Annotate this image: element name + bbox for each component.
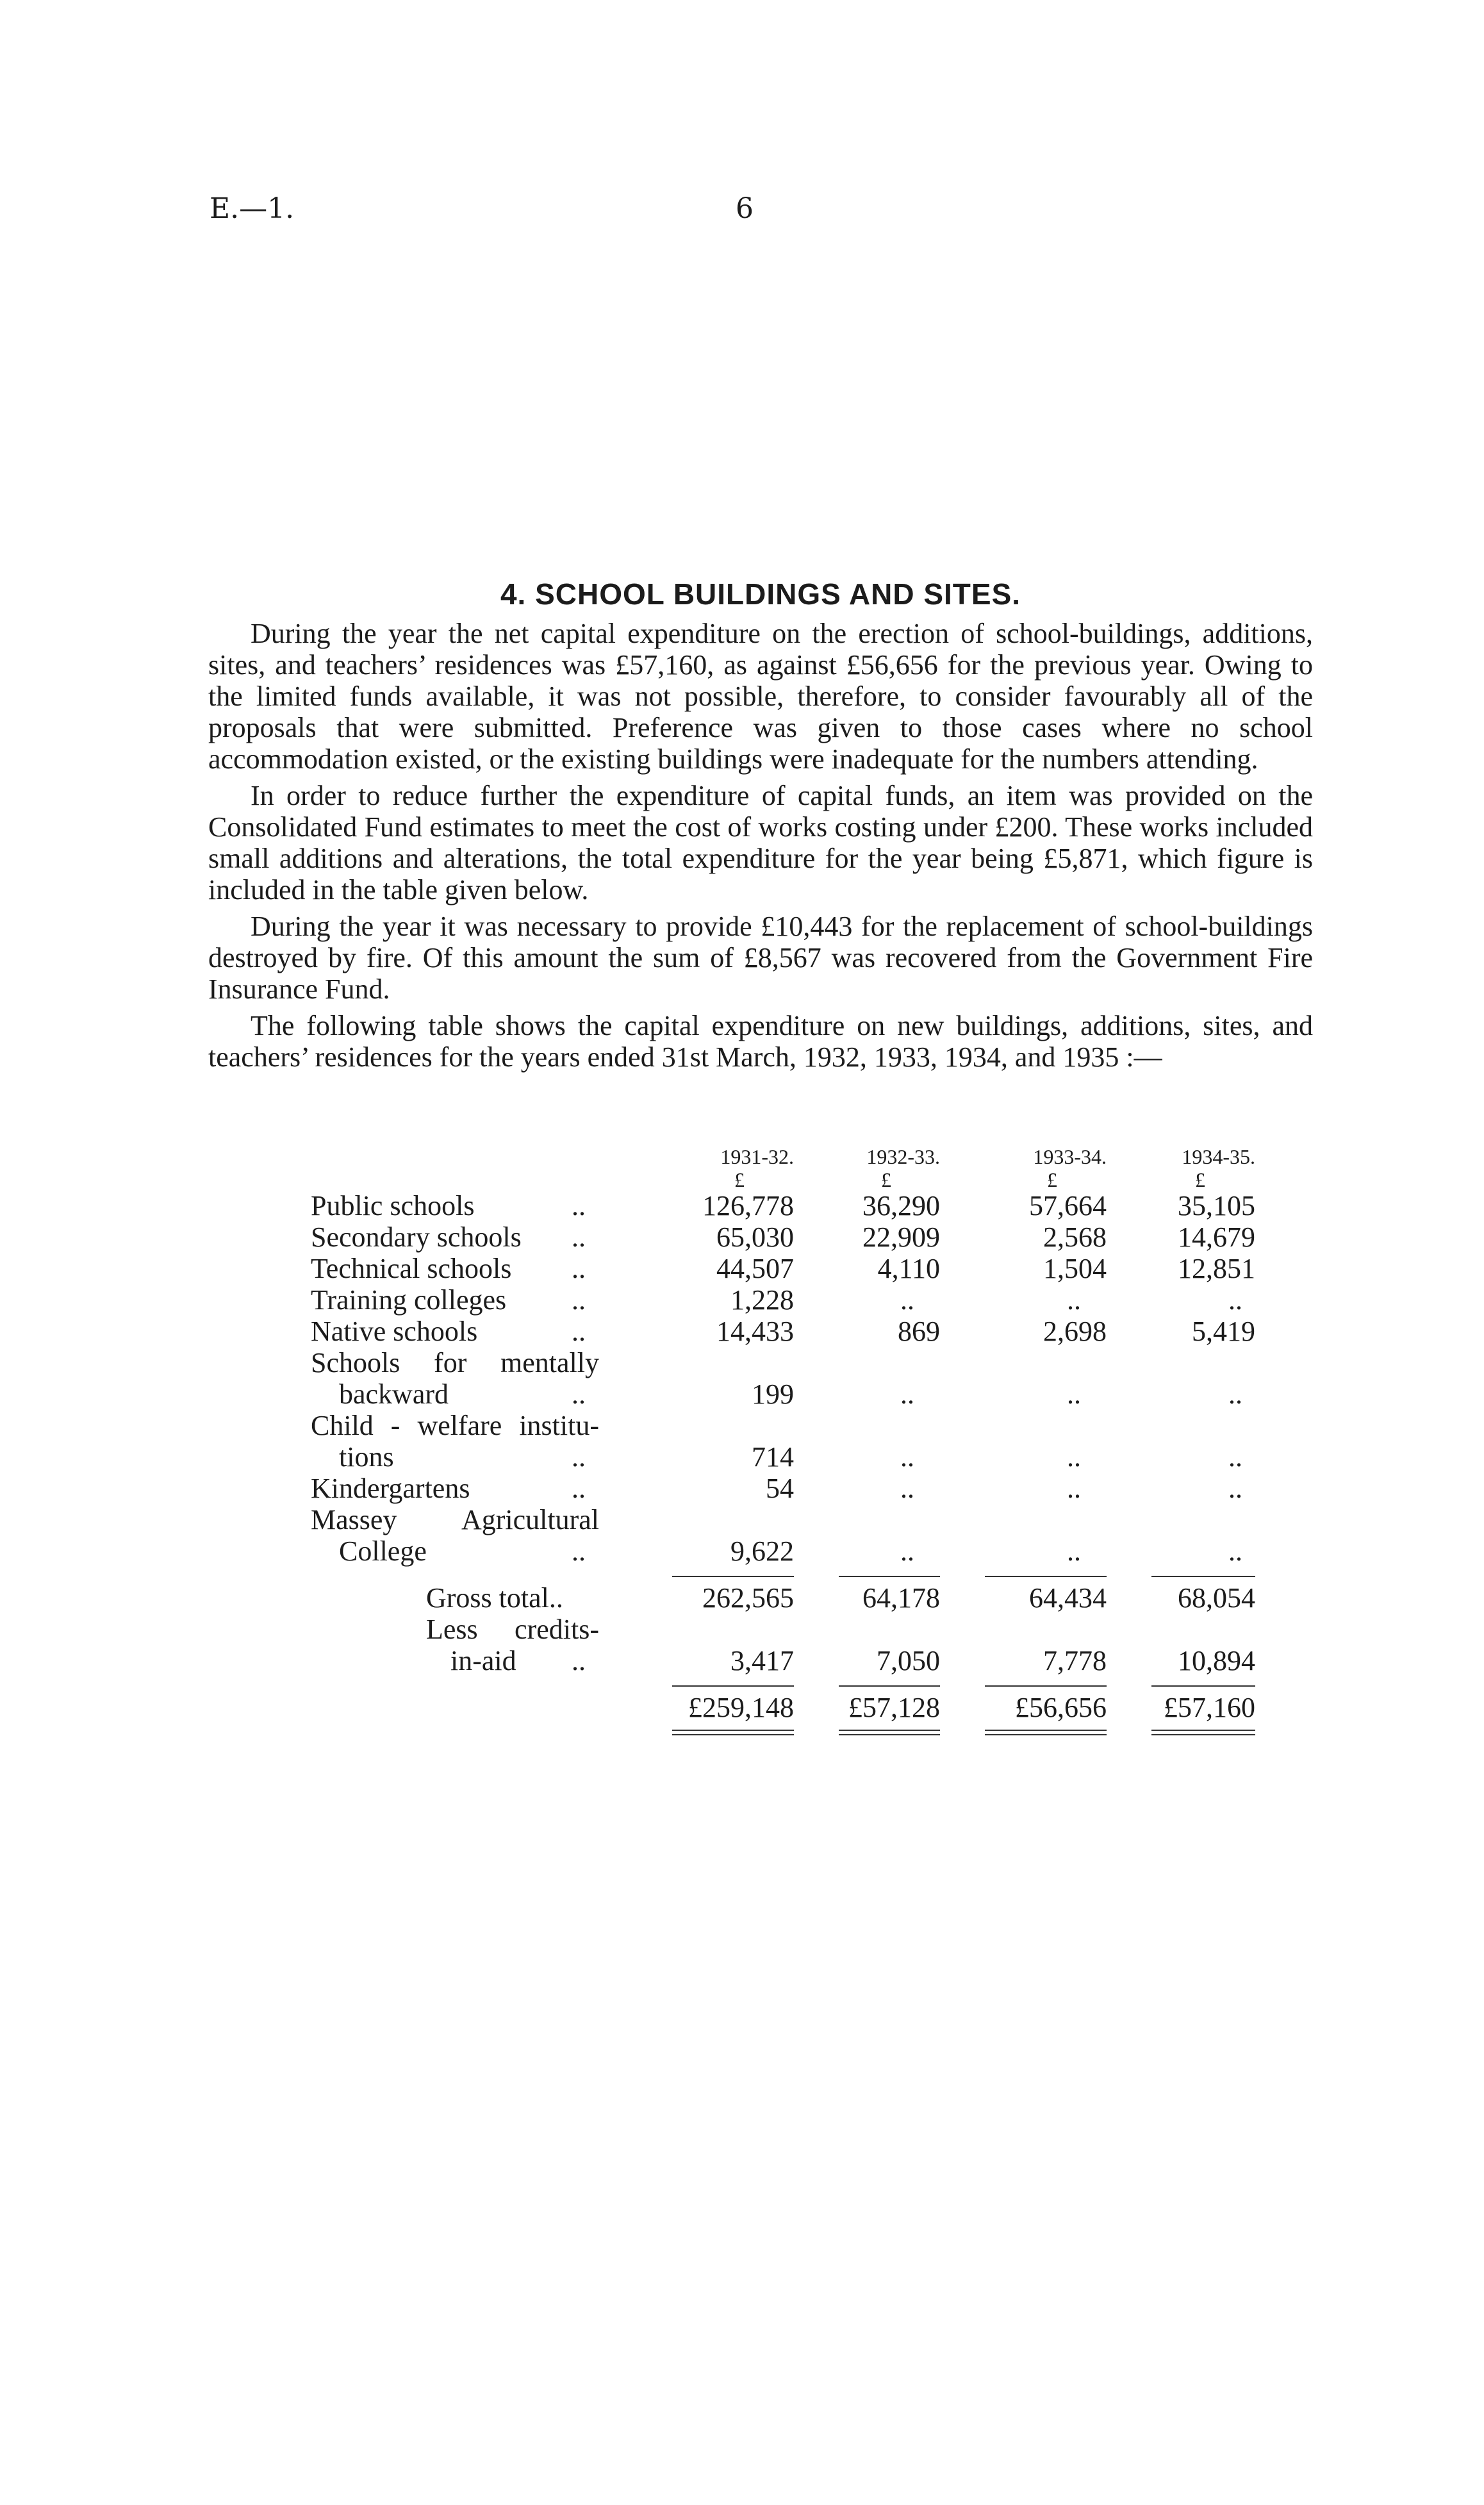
row-label: Child - welfare institu- bbox=[311, 1410, 599, 1441]
page-number: 6 bbox=[736, 192, 754, 225]
cell-value: 3,417 bbox=[730, 1645, 794, 1676]
cell-value: .. bbox=[1067, 1473, 1081, 1504]
leader-dots: .. bbox=[572, 1378, 586, 1410]
cell-value: 14,679 bbox=[1178, 1221, 1255, 1253]
table-row-label-line bbox=[311, 1504, 1255, 1535]
year-header: 1933-34. bbox=[1033, 1145, 1107, 1168]
capital-expenditure-table bbox=[311, 1144, 1255, 1735]
cell-value: .. bbox=[1228, 1535, 1242, 1567]
unit-label: £ bbox=[881, 1168, 891, 1191]
cell-value: 126,778 bbox=[702, 1190, 794, 1221]
rule-line bbox=[672, 1576, 794, 1577]
rule-line bbox=[672, 1685, 794, 1687]
table-row bbox=[311, 1316, 1255, 1347]
cell-value: .. bbox=[1067, 1535, 1081, 1567]
rule-line bbox=[1151, 1576, 1255, 1577]
cell-value: 57,664 bbox=[1029, 1190, 1107, 1221]
leader-dots: .. bbox=[572, 1221, 586, 1253]
cell-value: 5,419 bbox=[1192, 1316, 1255, 1347]
table-row bbox=[311, 1190, 1255, 1221]
leader-dots: .. bbox=[572, 1441, 586, 1473]
leader-dots: .. bbox=[572, 1535, 586, 1567]
cell-value: .. bbox=[1067, 1441, 1081, 1473]
row-label: in-aid bbox=[450, 1645, 516, 1676]
final-double-rule bbox=[311, 1723, 1255, 1735]
cell-value: .. bbox=[1228, 1284, 1242, 1316]
section-title: 4. SCHOOL BUILDINGS AND SITES. bbox=[500, 577, 1021, 611]
leader-dots: .. bbox=[572, 1284, 586, 1316]
net-total-row bbox=[311, 1692, 1255, 1723]
row-label: College bbox=[339, 1535, 427, 1567]
gross-total-row bbox=[311, 1582, 1255, 1614]
table-row bbox=[311, 1378, 1255, 1410]
year-header: 1934-35. bbox=[1182, 1145, 1255, 1168]
subtotal-rule bbox=[311, 1567, 1255, 1582]
cell-value: 65,030 bbox=[716, 1221, 794, 1253]
cell-value: 2,568 bbox=[1043, 1221, 1107, 1253]
cell-value: 199 bbox=[752, 1378, 794, 1410]
leader-dots: .. bbox=[572, 1473, 586, 1504]
rule-line bbox=[839, 1576, 940, 1577]
cell-value: 54 bbox=[766, 1473, 794, 1504]
cell-value: .. bbox=[1067, 1284, 1081, 1316]
paragraph: The following table shows the capital expenditure on new buildings, additions, sites, and teachers’ residences for the years ended 31st March, 1932, 1933, 1934, and 1935 :— bbox=[208, 1010, 1313, 1073]
cell-value: 12,851 bbox=[1178, 1253, 1255, 1284]
cell-value: .. bbox=[1067, 1378, 1081, 1410]
cell-value: 64,178 bbox=[862, 1582, 940, 1614]
row-label: Technical schools bbox=[311, 1253, 512, 1284]
unit-label: £ bbox=[1195, 1168, 1205, 1191]
paragraph: During the year it was necessary to provide £10,443 for the replacement of school-buildings destroyed by fire. Of this amount the sum of £8,567 was recovered from the Government Fire Insurance Fund. bbox=[208, 911, 1313, 1005]
page-reference: E.—1. bbox=[210, 192, 295, 225]
cell-value: 869 bbox=[898, 1316, 940, 1347]
cell-value: 22,909 bbox=[862, 1221, 940, 1253]
double-rule-line bbox=[839, 1730, 940, 1735]
cell-value: £57,128 bbox=[848, 1692, 940, 1723]
cell-value: 7,050 bbox=[877, 1645, 940, 1676]
table-row bbox=[311, 1253, 1255, 1284]
cell-value: 64,434 bbox=[1029, 1582, 1107, 1614]
paragraph: During the year the net capital expenditure on the erection of school-buildings, additions, sites, and teachers’ residences was £57,160, as against £56,656 for the previous year. Owing to the limited funds available, it was not possible, therefore, to consider favourably all of the proposals that were submitted. Preference was given to those cases where no school accommodation existed, or the existing buildings were inadequate for the numbers attending. bbox=[208, 618, 1313, 775]
table-row bbox=[311, 1284, 1255, 1316]
cell-value: 36,290 bbox=[862, 1190, 940, 1221]
year-header: 1931-32. bbox=[720, 1145, 794, 1168]
leader-dots: .. bbox=[572, 1253, 586, 1284]
row-label: Public schools bbox=[311, 1190, 475, 1221]
leader-dots: .. bbox=[572, 1645, 586, 1676]
unit-label: £ bbox=[734, 1168, 745, 1191]
rule-line bbox=[985, 1685, 1107, 1687]
rule-line bbox=[839, 1685, 940, 1687]
table-row bbox=[311, 1535, 1255, 1567]
row-label: Training colleges bbox=[311, 1284, 507, 1316]
row-label: backward bbox=[339, 1378, 449, 1410]
year-header: 1932-33. bbox=[866, 1145, 940, 1168]
cell-value: .. bbox=[900, 1441, 914, 1473]
double-rule-line bbox=[672, 1730, 794, 1735]
row-label: Secondary schools bbox=[311, 1221, 522, 1253]
cell-value: 7,778 bbox=[1043, 1645, 1107, 1676]
section-school-buildings bbox=[208, 577, 1313, 1078]
cell-value: .. bbox=[1228, 1441, 1242, 1473]
leader-dots: .. bbox=[572, 1316, 586, 1347]
cell-value: 35,105 bbox=[1178, 1190, 1255, 1221]
table-row bbox=[311, 1473, 1255, 1504]
row-label: Gross total bbox=[426, 1582, 549, 1614]
table-row-label-line bbox=[311, 1614, 1255, 1645]
cell-value: 262,565 bbox=[702, 1582, 794, 1614]
table-row-label-line bbox=[311, 1410, 1255, 1441]
cell-value: £259,148 bbox=[688, 1692, 794, 1723]
cell-value: 1,504 bbox=[1043, 1253, 1107, 1284]
rule-line bbox=[1151, 1685, 1255, 1687]
cell-value: .. bbox=[1228, 1473, 1242, 1504]
cell-value: 10,894 bbox=[1178, 1645, 1255, 1676]
cell-value: .. bbox=[900, 1473, 914, 1504]
cell-value: £57,160 bbox=[1164, 1692, 1255, 1723]
row-label: Less credits- bbox=[426, 1614, 599, 1645]
leader-dots: .. bbox=[548, 1582, 563, 1614]
double-rule-line bbox=[985, 1730, 1107, 1735]
rule-line bbox=[985, 1576, 1107, 1577]
cell-value: 2,698 bbox=[1043, 1316, 1107, 1347]
table-header-years bbox=[311, 1144, 1255, 1170]
paragraph: In order to reduce further the expenditure of capital funds, an item was provided on the Consolidated Fund estimates to meet the cost of works costing under £200. These works included small additions and alterations, the total expenditure for the year being £5,871, which figure is included in the table given below. bbox=[208, 780, 1313, 905]
row-label: Native schools bbox=[311, 1316, 478, 1347]
credits-row bbox=[311, 1645, 1255, 1676]
cell-value: 14,433 bbox=[716, 1316, 794, 1347]
table-header-units bbox=[311, 1170, 1255, 1190]
cell-value: 714 bbox=[752, 1441, 794, 1473]
cell-value: .. bbox=[900, 1284, 914, 1316]
cell-value: £56,656 bbox=[1015, 1692, 1107, 1723]
cell-value: .. bbox=[900, 1378, 914, 1410]
cell-value: 1,228 bbox=[730, 1284, 794, 1316]
net-rule bbox=[311, 1676, 1255, 1692]
table-row bbox=[311, 1441, 1255, 1473]
row-label: tions bbox=[339, 1441, 394, 1473]
cell-value: 68,054 bbox=[1178, 1582, 1255, 1614]
cell-value: .. bbox=[900, 1535, 914, 1567]
row-label: Massey Agricultural bbox=[311, 1504, 599, 1535]
cell-value: 4,110 bbox=[877, 1253, 940, 1284]
cell-value: 9,622 bbox=[730, 1535, 794, 1567]
table-row-label-line bbox=[311, 1347, 1255, 1378]
leader-dots: .. bbox=[572, 1190, 586, 1221]
double-rule-line bbox=[1151, 1730, 1255, 1735]
table-row bbox=[311, 1221, 1255, 1253]
row-label: Kindergartens bbox=[311, 1473, 470, 1504]
cell-value: .. bbox=[1228, 1378, 1242, 1410]
cell-value: 44,507 bbox=[716, 1253, 794, 1284]
unit-label: £ bbox=[1047, 1168, 1057, 1191]
row-label: Schools for mentally bbox=[311, 1347, 599, 1378]
